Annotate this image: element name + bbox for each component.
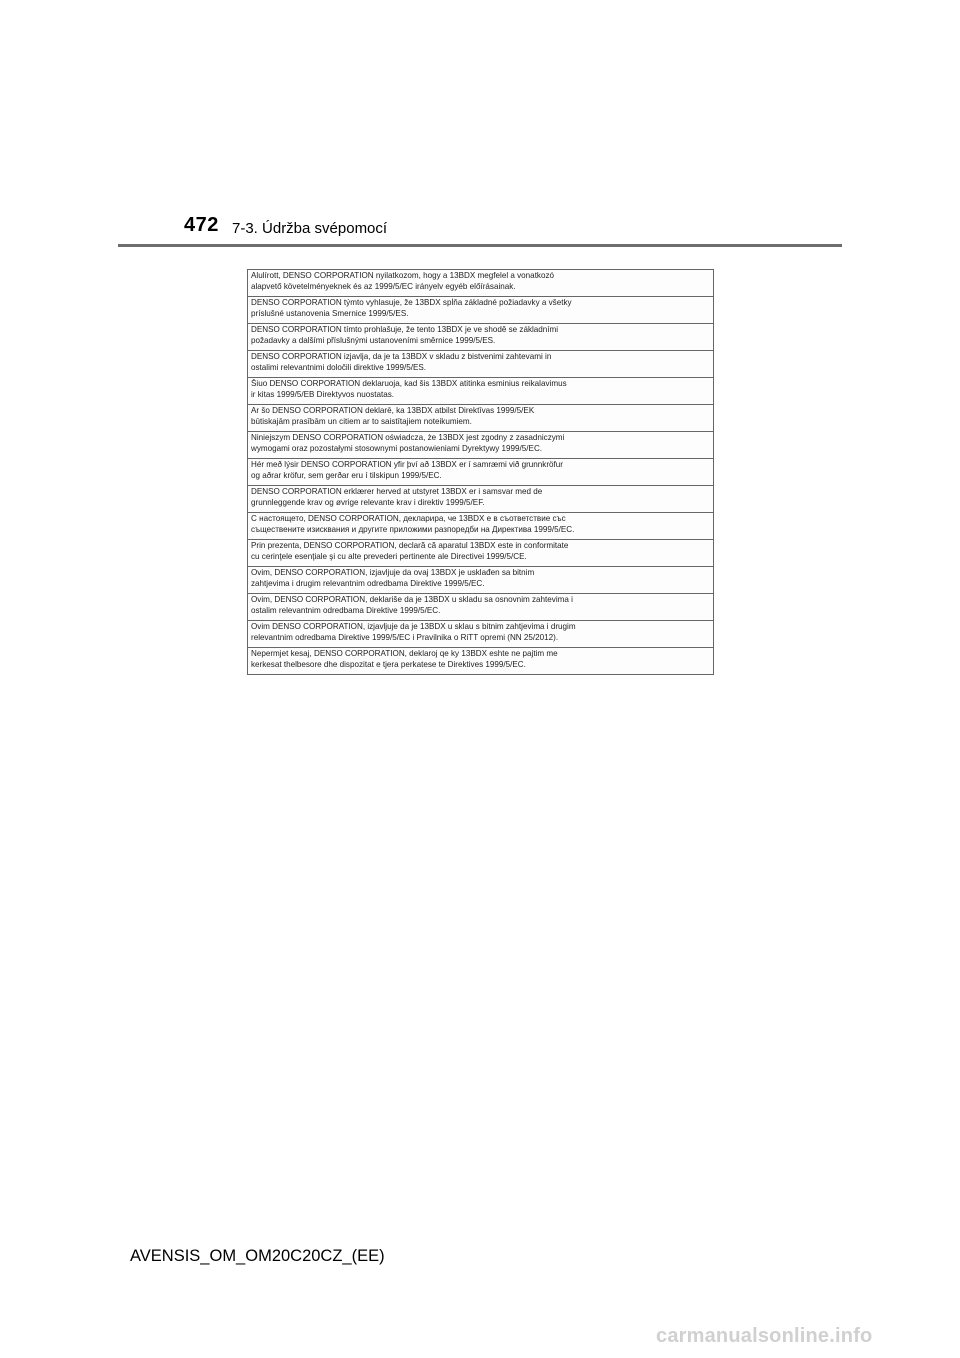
- declaration-line: príslušné ustanovenia Smernice 1999/5/ES.: [251, 308, 409, 318]
- declaration-line: alapvető követelményeknek és az 1999/5/EC irányelv egyéb előírásainak.: [251, 281, 516, 291]
- declaration-row-latvian: [248, 405, 714, 432]
- declaration-cell: [248, 351, 714, 378]
- declaration-cell: [248, 621, 714, 648]
- declaration-line: būtiskajām prasībām un citiem ar to saistītajiem noteikumiem.: [251, 416, 472, 426]
- declaration-row-bosnian: [248, 567, 714, 594]
- declaration-cell: [248, 648, 714, 675]
- declaration-cell: [248, 594, 714, 621]
- declaration-line: Nepermjet kesaj, DENSO CORPORATION, deklaroj qe ky 13BDX eshte ne pajtim me: [251, 649, 558, 658]
- declaration-cell: [248, 432, 714, 459]
- declaration-line: wymogami oraz pozostałymi stosownymi postanowieniami Dyrektywy 1999/5/EC.: [251, 443, 543, 453]
- declaration-line: Ovim DENSO CORPORATION, izjavljuje da je 13BDX u sklau s bitnim zahtjevima i drugim: [251, 622, 576, 631]
- declaration-line: С настоящето, DENSO CORPORATION, декларира, че 13BDX е в съответствие със: [251, 514, 566, 523]
- declaration-line: požadavky a dalšími příslušnými ustanoveními směrnice 1999/5/ES.: [251, 335, 496, 345]
- declaration-line: relevantnim odredbama Direktive 1999/5/EC i Pravilnika o RiTT opremi (NN 25/2012).: [251, 632, 559, 642]
- declaration-row-romanian: [248, 540, 714, 567]
- declaration-row-slovak: [248, 297, 714, 324]
- declaration-line: ir kitas 1999/5/EB Direktyvos nuostatas.: [251, 389, 395, 399]
- declaration-table: [247, 269, 714, 675]
- declaration-cell: [248, 459, 714, 486]
- declaration-line: Šiuo DENSO CORPORATION deklaruoja, kad šis 13BDX atitinka esminius reikalavimus: [251, 379, 567, 388]
- declaration-line: ostalim relevantnim odredbama Direktive 1999/5/EC.: [251, 605, 441, 615]
- declaration-cell: [248, 567, 714, 594]
- declaration-cell: [248, 297, 714, 324]
- declaration-row-lithuanian: [248, 378, 714, 405]
- declaration-line: Hér með lýsir DENSO CORPORATION yfir því að 13BDX er í samræmi við grunnkröfur: [251, 460, 563, 469]
- declaration-line: og aðrar kröfur, sem gerðar eru í tilskipun 1999/5/EC.: [251, 470, 442, 480]
- section-title: 7-3. Údržba svépomocí: [232, 220, 388, 237]
- page-number: 472: [184, 214, 219, 236]
- declaration-line: cu cerinţele esenţiale şi cu alte prevederi pertinente ale Directivei 1999/5/CE.: [251, 551, 527, 561]
- declaration-line: zahtjevima i drugim relevantnim odredbama Direktive 1999/5/EC.: [251, 578, 485, 588]
- declaration-row-czech: [248, 324, 714, 351]
- declaration-line: Ar šo DENSO CORPORATION deklarē, ka 13BDX atbilst Direktīvas 1999/5/EK: [251, 406, 535, 415]
- declaration-line: Niniejszym DENSO CORPORATION oświadcza, że 13BDX jest zgodny z zasadniczymi: [251, 433, 565, 442]
- declaration-line: DENSO CORPORATION týmto vyhlasuje, že 13BDX spĺňa základné požiadavky a všetky: [251, 298, 572, 307]
- watermark: carmanualsonline.info: [656, 1325, 873, 1347]
- declaration-cell: [248, 324, 714, 351]
- declaration-row-serbian: [248, 594, 714, 621]
- declaration-line: DENSO CORPORATION erklærer herved at utstyret 13BDX er i samsvar med de: [251, 487, 543, 496]
- declaration-line: kerkesat thelbesore dhe dispozitat e tjera perkatese te Direktives 1999/5/EC.: [251, 659, 526, 669]
- declaration-row-norwegian: [248, 486, 714, 513]
- declaration-line: ostalimi relevantnimi določili direktive 1999/5/ES.: [251, 362, 426, 372]
- declaration-cell: [248, 378, 714, 405]
- document-code: AVENSIS_OM_OM20C20CZ_(EE): [130, 1247, 385, 1265]
- declaration-line: съществените изисквания и другите приложими разпоредби на Директива 1999/5/EC.: [251, 524, 575, 534]
- declaration-line: DENSO CORPORATION tímto prohlašuje, že tento 13BDX je ve shodě se základními: [251, 325, 559, 334]
- declaration-line: grunnleggende krav og øvrige relevante krav i direktiv 1999/5/EF.: [251, 497, 485, 507]
- declaration-line: Ovim, DENSO CORPORATION, deklariše da je 13BDX u skladu sa osnovnim zahtevima i: [251, 595, 573, 604]
- declaration-line: Alulírott, DENSO CORPORATION nyilatkozom, hogy a 13BDX megfelel a vonatkozó: [251, 271, 555, 280]
- declaration-cell: [248, 540, 714, 567]
- declaration-row-icelandic: [248, 459, 714, 486]
- declaration-cell: [248, 270, 714, 297]
- declaration-line: Ovim, DENSO CORPORATION, izjavljuje da ovaj 13BDX je usklađen sa bitnim: [251, 568, 535, 577]
- declaration-row-albanian: [248, 648, 714, 675]
- declaration-row-bulgarian: [248, 513, 714, 540]
- declaration-cell: [248, 486, 714, 513]
- declaration-line: Prin prezenta, DENSO CORPORATION, declară că aparatul 13BDX este in conformitate: [251, 541, 569, 550]
- declaration-row-croatian: [248, 621, 714, 648]
- declaration-row-polish: [248, 432, 714, 459]
- declaration-cell: [248, 405, 714, 432]
- declaration-line: DENSO CORPORATION izjavlja, da je ta 13BDX v skladu z bistvenimi zahtevami in: [251, 352, 552, 361]
- declaration-row-slovenian: [248, 351, 714, 378]
- header-rule: [118, 244, 842, 247]
- declaration-cell: [248, 513, 714, 540]
- declaration-row-hungarian: [248, 270, 714, 297]
